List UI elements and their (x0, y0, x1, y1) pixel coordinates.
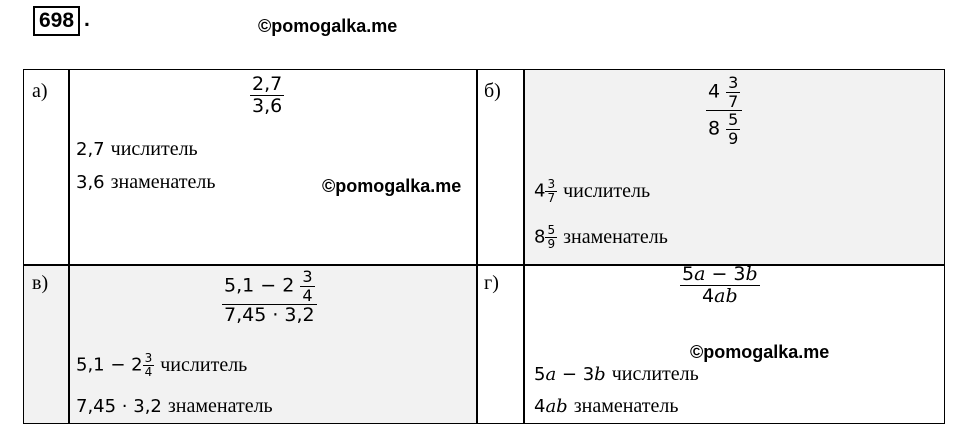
cell-g-line1: 5a − 3b числитель (534, 363, 699, 385)
cell-g-denominator: 4ab (702, 284, 738, 307)
cell-a-numerator: 2,7 (252, 73, 283, 95)
cell-b-line2: 8 $\frac{5}{9}$ знаменатель (534, 223, 668, 252)
cell-b-line1: 4 $\frac{3}{7}$ числитель (534, 177, 651, 206)
cell-v-line2: 7,45 · 3,2 знаменатель (76, 395, 273, 417)
cell-v-line1-expr: 5,1 − 2 $\frac{3}{4}$ (76, 351, 153, 380)
cell-b-line2-mixed: 8 $\frac{5}{9}$ (534, 223, 556, 252)
cell-b-numerator: 4 $\frac{3}{7}$ (708, 73, 739, 111)
cell-v-denominator: 7,45 · 3,2 (224, 304, 315, 327)
cell-g-fraction (680, 264, 760, 307)
cell-g-line2-expr: 4ab (534, 396, 568, 417)
watermark-top: ©pomogalka.me (258, 16, 398, 36)
cell-v-label: в) (32, 272, 49, 294)
grid-line-v2 (476, 70, 478, 423)
cell-g-label: г) (484, 272, 499, 294)
cell-a-label: а) (32, 80, 48, 102)
cell-a-denominator: 3,6 (252, 94, 283, 117)
cell-a-line1: 2,7 числитель (76, 138, 198, 160)
grid-line-v3 (523, 70, 525, 423)
cell-b-line1-mixed: 4 $\frac{3}{7}$ (534, 177, 556, 206)
answer-table (23, 69, 945, 424)
cell-b-fraction (706, 74, 742, 147)
problem-number-dot: . (84, 8, 90, 31)
grid-line-v1 (68, 70, 70, 423)
watermark-bottom: ©pomogalka.me (690, 342, 830, 362)
cell-g-line2: 4ab знаменатель (534, 395, 679, 417)
cell-v-numerator: 5,1 − 2 $\frac{3}{4}$ (224, 267, 313, 305)
watermark-middle: ©pomogalka.me (322, 176, 462, 196)
cell-v-line1: 5,1 − 2 $\frac{3}{4}$ числитель (76, 351, 248, 380)
cell-v-fraction (222, 268, 317, 326)
problem-number (33, 6, 80, 36)
cell-b-label: б) (484, 80, 501, 102)
cell-g-line1-expr: 5a − 3b (534, 364, 606, 385)
cell-a-line2: 3,6 знаменатель (76, 171, 216, 193)
cell-b-denominator: 8 $\frac{5}{9}$ (708, 110, 739, 148)
grid-line-h (24, 264, 944, 266)
cell-a-fraction (250, 74, 284, 117)
problem-number-text: 698 (39, 9, 75, 32)
cell-g-numerator: 5a − 3b (682, 263, 758, 285)
